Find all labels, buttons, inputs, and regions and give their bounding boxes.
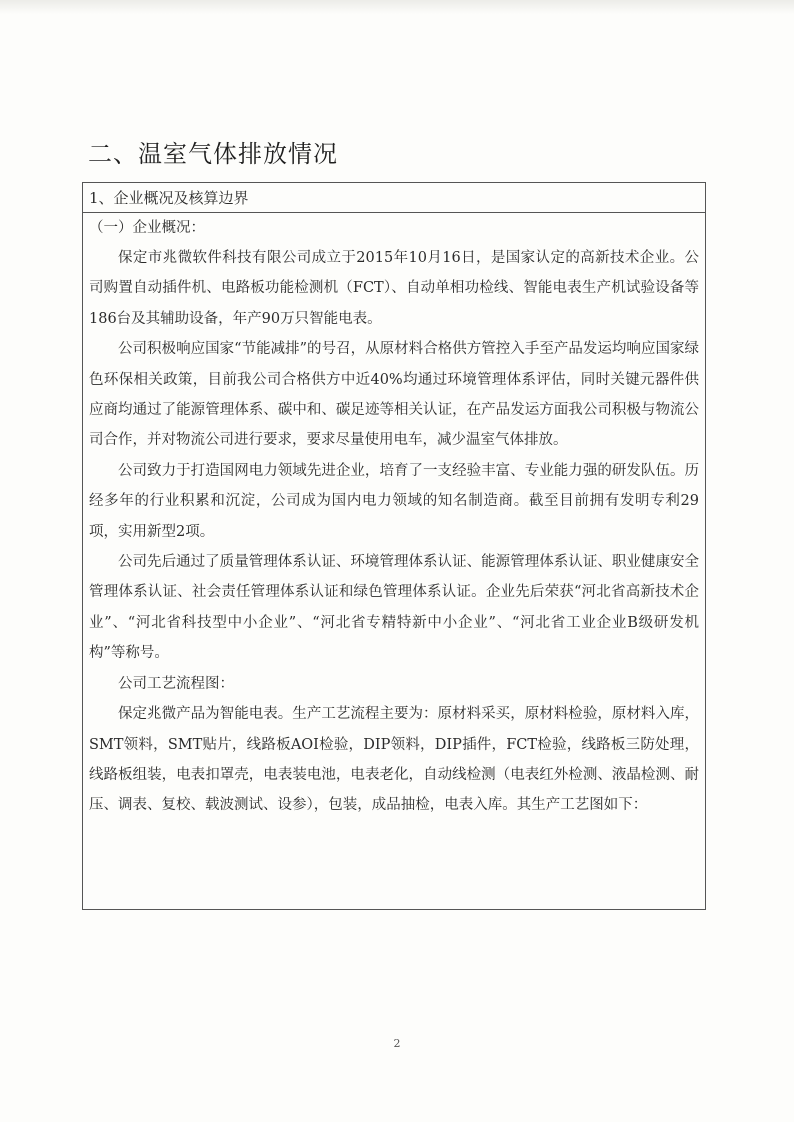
paragraph-certifications: 公司先后通过了质量管理体系认证、环境管理体系认证、能源管理体系认证、职业健康安全管理体系认证、社会责任管理体系认证和绿色管理体系认证。企业先后荣获“河北省高新技术企业”、“河北省科技型中小企业”、“河北省专精特新中小企业”、“河北省工业企业B级研发机构”等称号。 — [89, 554, 699, 662]
paragraph-energy-saving: 公司积极响应国家“节能减排”的号召，从原材料合格供方管控入手至产品发运均响应国家绿色环保相关政策，目前我公司合格供方中近40%均通过环境管理体系评估，同时关键元器件供应商均通过了能源管理体系、碳中和、碳足迹等相关认证，在产品发运方面我公司积极与物流公司合作，并对物流公司进行要求，要求尽量使用电车，减少温室气体排放。 — [89, 341, 699, 449]
scan-edge — [0, 0, 794, 14]
paragraph-rd-team: 公司致力于打造国网电力领域先进企业，培育了一支经验丰富、专业能力强的研发队伍。历经多年的行业积累和沉淀，公司成为国内电力领域的知名制造商。截至目前拥有发明专利29项，实用新型2项。 — [89, 462, 699, 540]
paragraph-company-intro: 保定市兆微软件科技有限公司成立于2015年10月16日，是国家认定的高新技术企业。公司购置自动插件机、电路板功能检测机（FCT）、自动单相功检线、智能电表生产机试验设备等186台及其辅助设备，年产90万只智能电表。 — [89, 250, 699, 327]
subsection-heading: （一）企业概况： — [89, 220, 205, 236]
section-title: 二、温室气体排放情况 — [88, 140, 338, 168]
paragraph-process-flow: 保定兆微产品为智能电表。生产工艺流程主要为：原材料采买，原材料检验，原材料入库，SMT领料，SMT贴片，线路板AOI检验，DIP领料，DIP插件，FCT检验，线路板三防处理，线路板组装，电表扣罩壳，电表装电池，电表老化，自动线检测（电表红外检测、液晶检测、耐压、调表、复校、载波测试、设参），包装，成品抽检，电表入库。其生产工艺图如下： — [89, 706, 699, 814]
page-number: 2 — [393, 1037, 401, 1050]
paragraph-process-label: 公司工艺流程图： — [118, 675, 234, 692]
box-header: 1、企业概况及核算边界 — [83, 183, 705, 213]
content-box — [82, 182, 706, 910]
